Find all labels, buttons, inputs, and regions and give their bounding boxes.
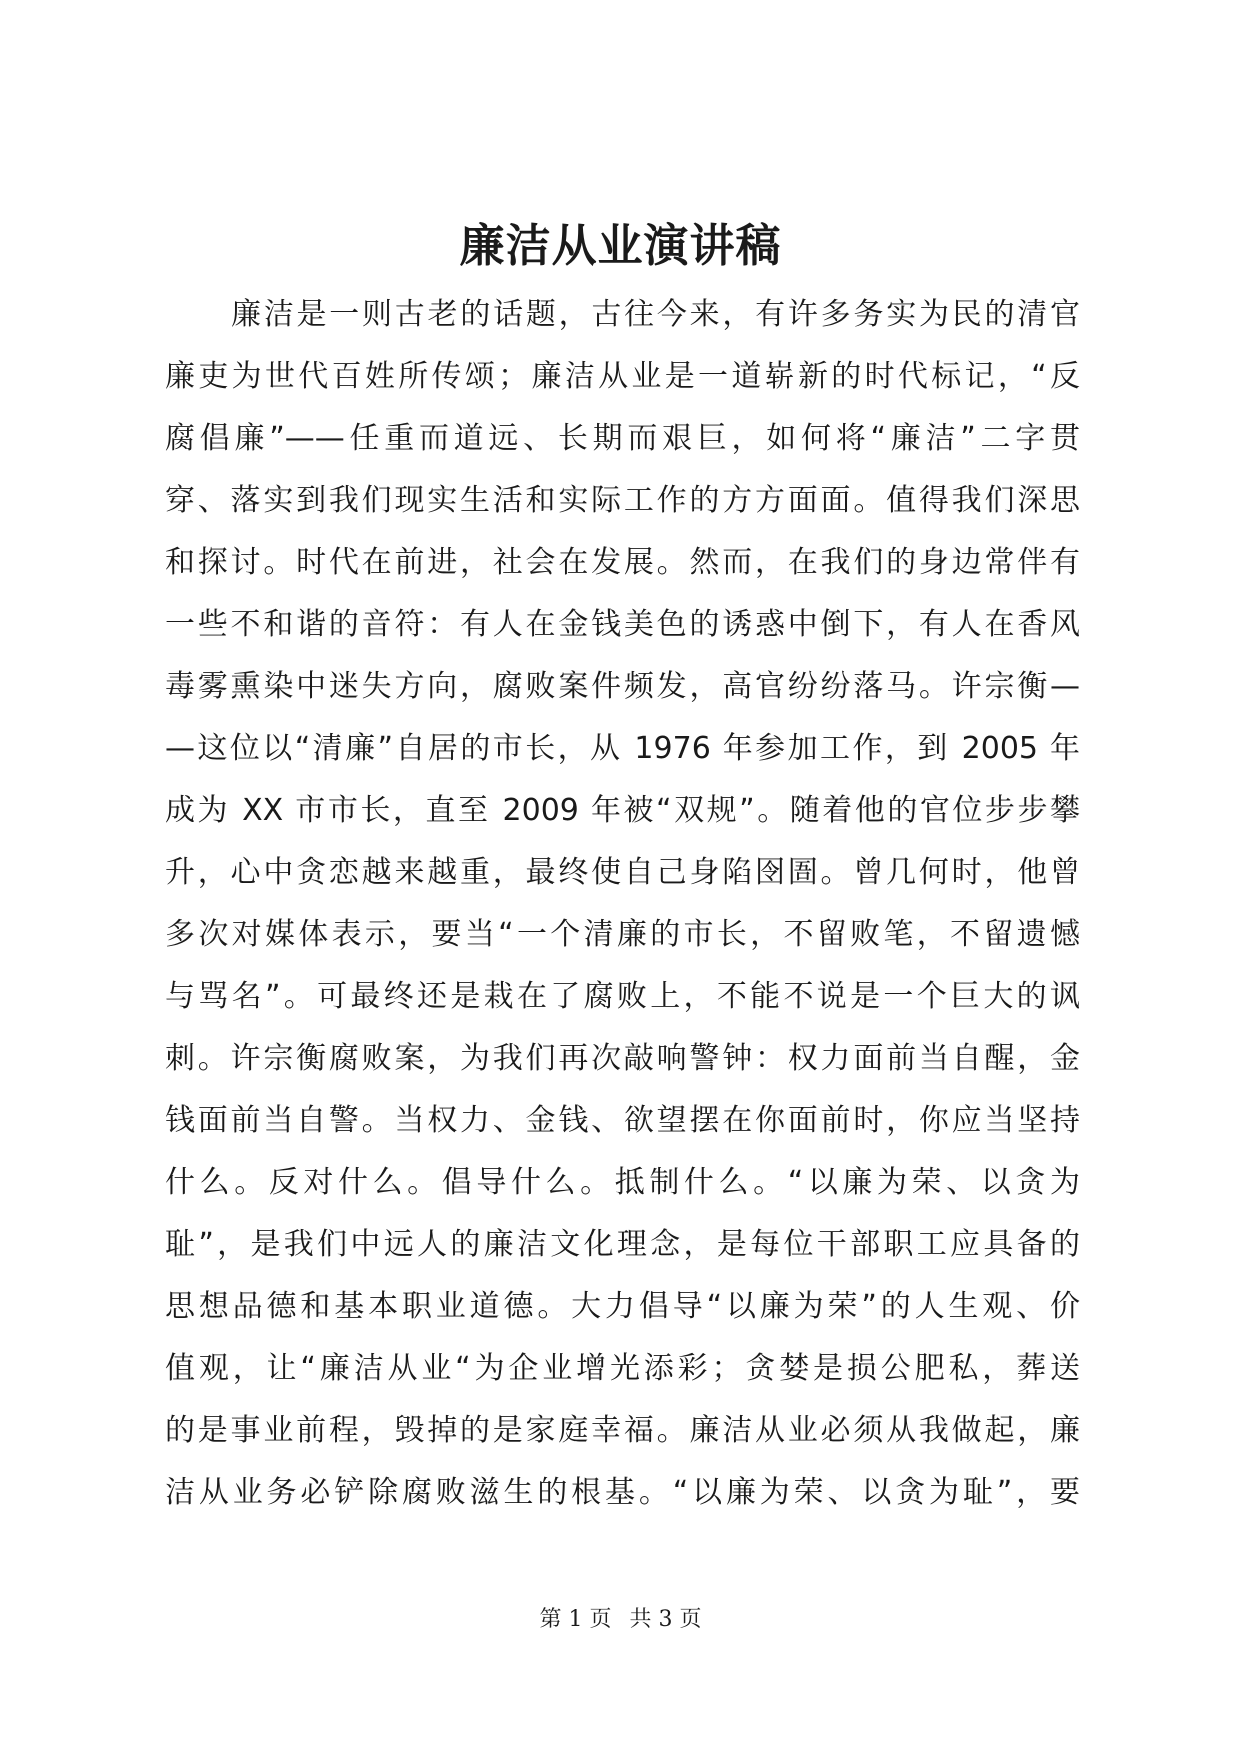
body-line: 洁从业务必铲除腐败滋生的根基。“以廉为荣、以贪为耻”，要 [165, 1475, 1080, 1510]
page-footer [0, 1605, 1241, 1635]
body-line: 廉吏为世代百姓所传颂；廉洁从业是一道崭新的时代标记，“反 [165, 359, 1080, 394]
body-line: 与骂名”。可最终还是栽在了腐败上，不能不说是一个巨大的讽 [165, 979, 1080, 1014]
page-number: 第 1 页 [539, 1607, 612, 1632]
body-line: 思想品德和基本职业道德。大力倡导“以廉为荣”的人生观、价 [165, 1289, 1080, 1324]
body-line: 耻”，是我们中远人的廉洁文化理念，是每位干部职工应具备的 [165, 1227, 1080, 1262]
body-line: 一些不和谐的音符：有人在金钱美色的诱惑中倒下，有人在香风 [165, 607, 1080, 642]
body-line: 刺。许宗衡腐败案，为我们再次敲响警钟：权力面前当自醒，金 [165, 1041, 1080, 1076]
body-line: 什么。反对什么。倡导什么。抵制什么。“以廉为荣、以贪为 [165, 1165, 1080, 1200]
body-line: 升，心中贪恋越来越重，最终使自己身陷囹圄。曾几何时，他曾 [165, 855, 1080, 890]
page-total: 共 3 页 [629, 1607, 702, 1632]
body-line: 廉洁是一则古老的话题，古往今来，有许多务实为民的清官 [231, 297, 1080, 332]
body-line: 穿、落实到我们现实生活和实际工作的方方面面。值得我们深思 [165, 483, 1080, 518]
body-line: 值观，让“廉洁从业“为企业增光添彩；贪婪是损公肥私，葬送 [165, 1351, 1080, 1386]
body-line: 和探讨。时代在前进，社会在发展。然而，在我们的身边常伴有 [165, 545, 1080, 580]
body-line: 成为 XX 市市长，直至 2009 年被“双规”。随着他的官位步步攀 [165, 793, 1080, 828]
body-text [165, 284, 1080, 1524]
body-line: —这位以“清廉”自居的市长，从 1976 年参加工作，到 2005 年 [165, 731, 1080, 766]
document-title: 廉洁从业演讲稿 [459, 219, 782, 272]
body-line: 的是事业前程，毁掉的是家庭幸福。廉洁从业必须从我做起，廉 [165, 1413, 1080, 1448]
body-line: 腐倡廉”——任重而道远、长期而艰巨，如何将“廉洁”二字贯 [165, 421, 1080, 456]
body-line: 多次对媒体表示，要当“一个清廉的市长，不留败笔，不留遗憾 [165, 917, 1080, 952]
body-line: 钱面前当自警。当权力、金钱、欲望摆在你面前时，你应当坚持 [165, 1103, 1080, 1138]
body-line: 毒雾熏染中迷失方向，腐败案件频发，高官纷纷落马。许宗衡— [165, 669, 1080, 704]
